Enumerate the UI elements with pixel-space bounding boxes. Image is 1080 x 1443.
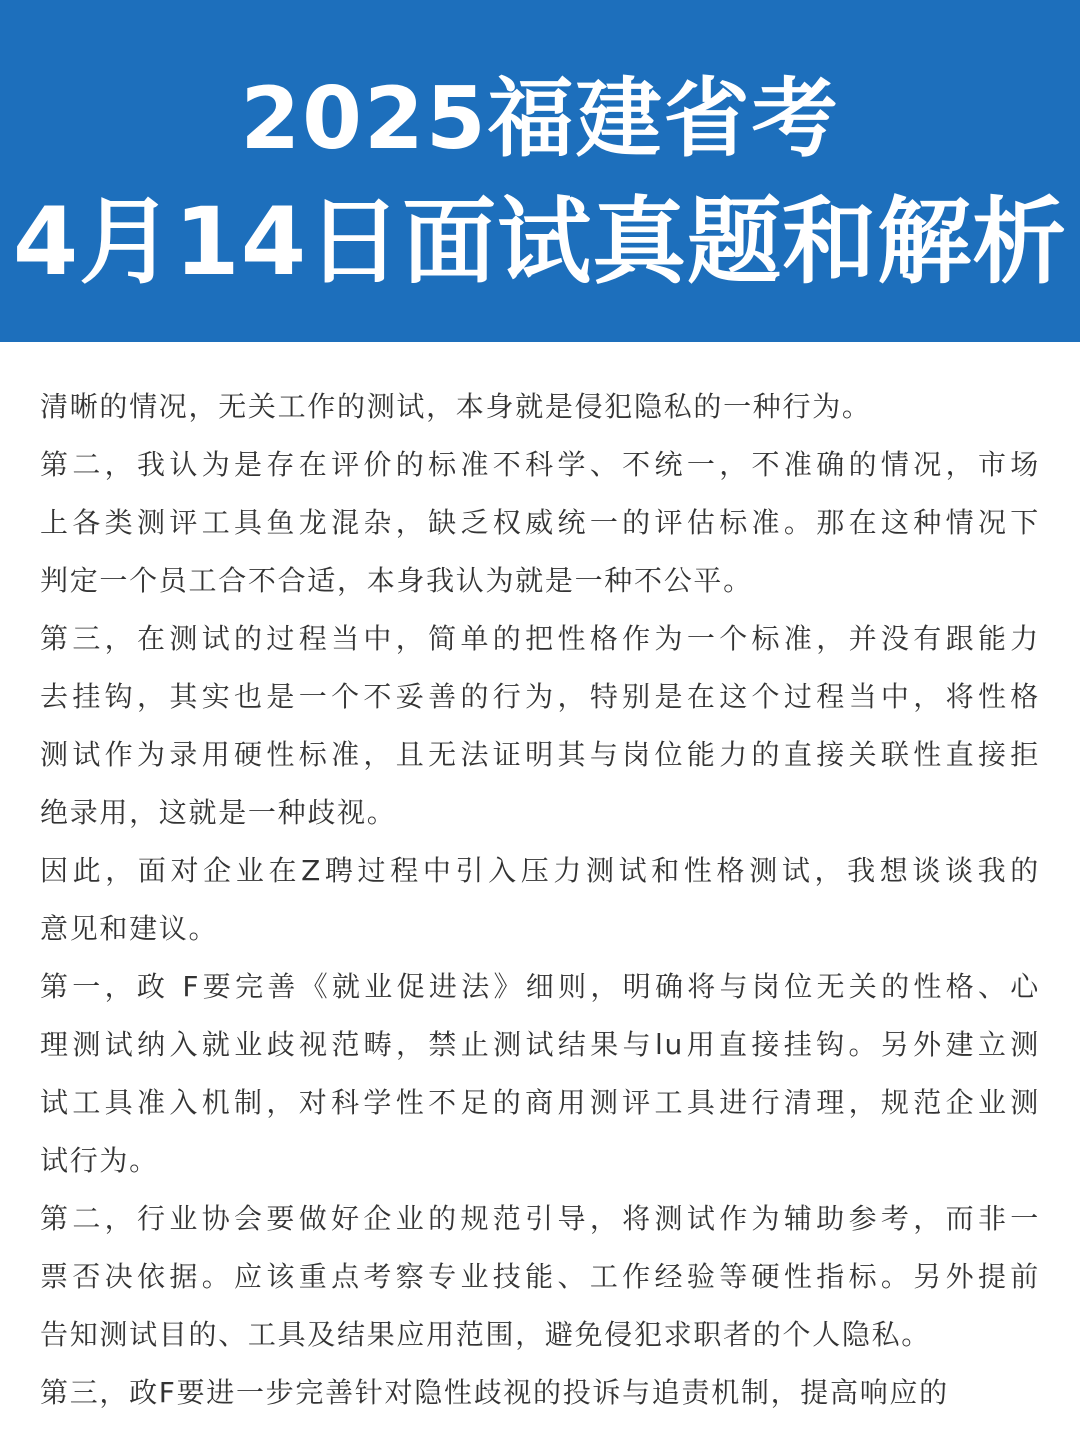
text-line: 试工具准入机制，对科学性不足的商用测评工具进行清理，规范企业测 <box>40 1086 1040 1119</box>
text-line: 第一，政 F要完善《就业促进法》细则，明确将与岗位无关的性格、心 <box>40 970 1040 1003</box>
text-line: 因此，面对企业在Z聘过程中引入压力测试和性格测试，我想谈谈我的 <box>40 854 1040 887</box>
text-line: 绝录用，这就是一种歧视。 <box>40 796 397 829</box>
text-line: 第三，政F要进一步完善针对隐性歧视的投诉与追责机制，提高响应的 <box>40 1376 949 1409</box>
text-line: 去挂钩，其实也是一个不妥善的行为，特别是在这个过程当中，将性格 <box>40 680 1040 713</box>
page-title-line-2: 4月14日面试真题和解析 <box>12 188 1068 297</box>
article-body <box>40 378 1040 1422</box>
text-line: 试行为。 <box>40 1144 159 1177</box>
text-line: 测试作为录用硬性标准，且无法证明其与岗位能力的直接关联性直接拒 <box>40 738 1040 771</box>
page-title-line-1: 2025福建省考 <box>240 69 840 169</box>
text-line: 第三，在测试的过程当中，简单的把性格作为一个标准，并没有跟能力 <box>40 622 1040 655</box>
title-banner <box>0 0 1080 342</box>
text-line: 判定一个员工合不合适，本身我认为就是一种不公平。 <box>40 564 753 597</box>
text-line: 理测试纳入就业歧视范畴，禁止测试结果与lu用直接挂钩。另外建立测 <box>40 1028 1040 1061</box>
text-line: 第二，行业协会要做好企业的规范引导，将测试作为辅助参考，而非一 <box>40 1202 1040 1235</box>
text-line: 清晰的情况，无关工作的测试，本身就是侵犯隐私的一种行为。 <box>40 390 872 423</box>
text-line: 上各类测评工具鱼龙混杂，缺乏权威统一的评估标准。那在这种情况下 <box>40 506 1040 539</box>
text-line: 意见和建议。 <box>40 912 219 945</box>
text-line: 票否决依据。应该重点考察专业技能、工作经验等硬性指标。另外提前 <box>40 1260 1040 1293</box>
text-line: 告知测试目的、工具及结果应用范围，避免侵犯求职者的个人隐私。 <box>40 1318 932 1351</box>
text-line: 第二，我认为是存在评价的标准不科学、不统一，不准确的情况，市场 <box>40 448 1040 481</box>
